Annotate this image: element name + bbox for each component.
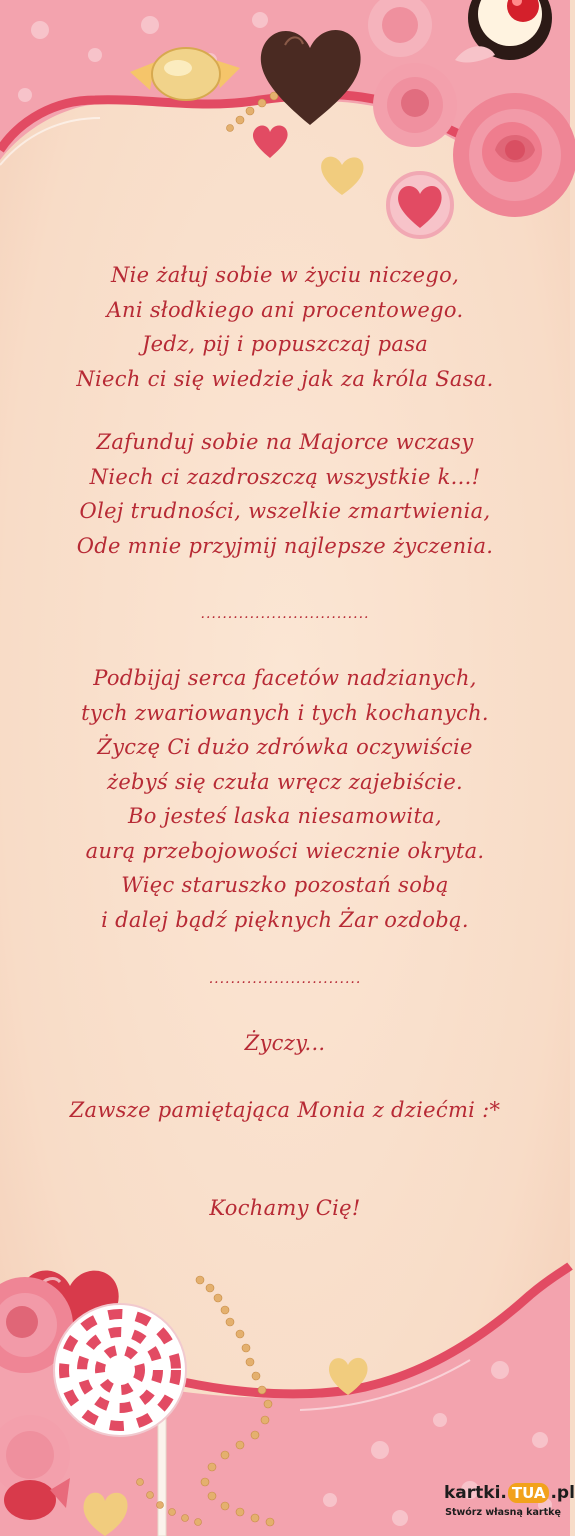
heart-icon (321, 157, 363, 195)
signature-line (0, 1093, 570, 1128)
poem-line: Niech ci się wiedzie jak za króla Sasa. (76, 366, 494, 391)
poem-line: Jedz, pij i popuszczaj pasa (141, 332, 429, 356)
site-watermark[interactable] (444, 1480, 575, 1532)
separator-1 (0, 597, 570, 632)
separator-dots: ............................... (200, 606, 370, 622)
logo-prefix: kartki. (444, 1483, 507, 1503)
stanza-2 (0, 425, 570, 563)
stanza-3 (0, 661, 570, 937)
poem-line: Nie żałuj sobie w życiu niczego, (110, 263, 460, 287)
logo-badge: TUA (508, 1483, 550, 1503)
poem-line: Bo jesteś laska niesamowita, (128, 804, 442, 828)
site-logo[interactable] (444, 1480, 575, 1506)
heart-icon (253, 125, 288, 158)
separator-2 (0, 962, 570, 997)
rose-icon (453, 93, 575, 217)
poem-line: Życzę Ci dużo zdrówka oczywiście (97, 735, 473, 759)
signature-text: Zawsze pamiętająca Monia z dziećmi :* (69, 1098, 501, 1122)
separator-dots: ............................ (208, 971, 362, 987)
stanza-1 (0, 258, 570, 396)
poem-line: i dalej bądź pięknych Żar ozdobą. (101, 907, 469, 932)
poem-line: Podbijaj serca facetów nadzianych, (93, 666, 477, 690)
top-decoration (0, 0, 570, 270)
logo-suffix: .pl (550, 1483, 575, 1503)
poem-line: aurą przebojowości wiecznie okryta. (85, 838, 485, 863)
poem-line: Niech ci zazdroszczą wszystkie k...! (89, 464, 481, 489)
site-tagline: Stwórz własną kartkę (445, 1507, 561, 1518)
poem-line: Zafunduj sobie na Majorce wczasy (96, 430, 474, 454)
closing-text: Kochamy Cię! (209, 1196, 361, 1220)
poem-line: żebyś się czuła wręcz zajebiście. (106, 769, 464, 794)
poem-line: Więc staruszko pozostań sobą (121, 873, 449, 897)
closing-line (0, 1191, 570, 1226)
poem-line: Ode mnie przyjmij najlepsze życzenia. (76, 533, 494, 558)
poem-line: tych zwariowanych i tych kochanych. (81, 700, 489, 725)
rose-icon (373, 63, 457, 147)
wishes-line (0, 1026, 570, 1061)
poem-line: Ani słodkiego ani procentowego. (106, 297, 464, 322)
poem-line: Olej trudności, wszelkie zmartwienia, (79, 499, 491, 523)
wishes-text: Życzy... (244, 1031, 326, 1055)
